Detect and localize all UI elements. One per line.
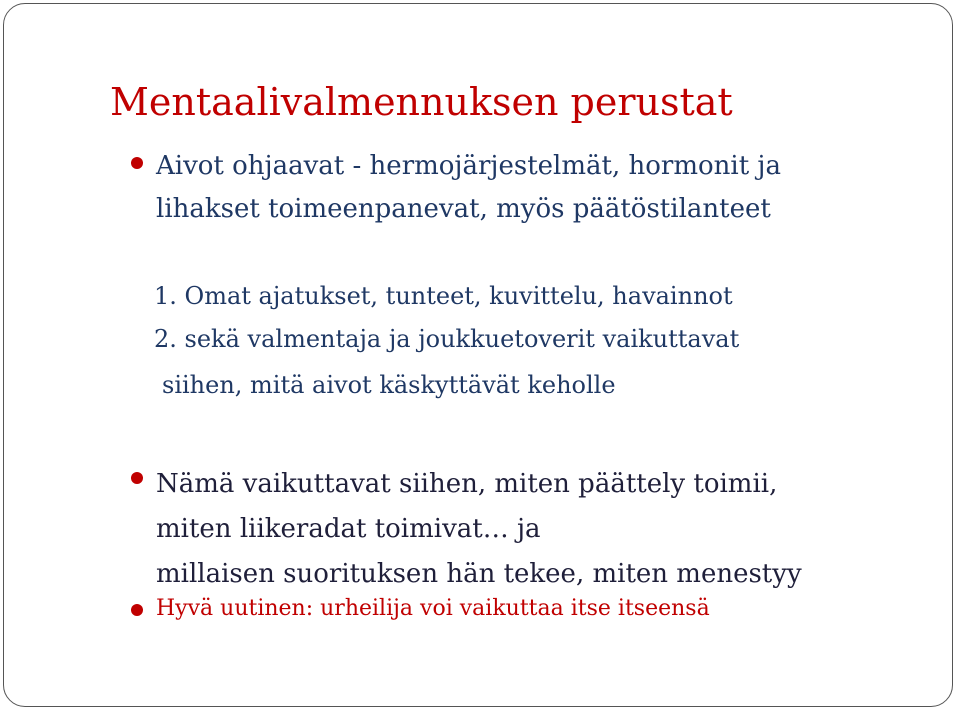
bullet-2-text (156, 462, 802, 597)
bullet-1-line-2: lihakset toimeenpanevat, myös päätöstilanteet (156, 194, 771, 224)
bullet-2-line-3: millaisen suorituksen hän tekee, miten menestyy (156, 559, 802, 589)
slide-frame (3, 3, 953, 707)
bullet-dot-icon (131, 472, 143, 484)
bullet-2-line-2: miten liikeradat toimivat… ja (156, 514, 541, 544)
numbered-item-2-line-2: siihen, mitä aivot käskyttävät keholle (162, 371, 616, 399)
bullet-dot-icon (131, 157, 143, 169)
bullet-1-line-1: Aivot ohjaavat - hermojärjestelmät, hormonit ja (156, 151, 781, 181)
numbered-item-2-line-1: 2. sekä valmentaja ja joukkuetoverit vaikuttavat (154, 325, 740, 353)
slide-title: Mentaalivalmennuksen perustat (110, 80, 733, 124)
numbered-item-1: 1. Omat ajatukset, tunteet, kuvittelu, havainnot (154, 282, 733, 310)
bullet-1-text (156, 145, 781, 231)
bullet-2-line-1: Nämä vaikuttavat siihen, miten päättely toimii, (156, 469, 778, 499)
bullet-dot-icon (131, 604, 143, 616)
bullet-3-text: Hyvä uutinen: urheilija voi vaikuttaa itse itseensä (156, 596, 710, 621)
